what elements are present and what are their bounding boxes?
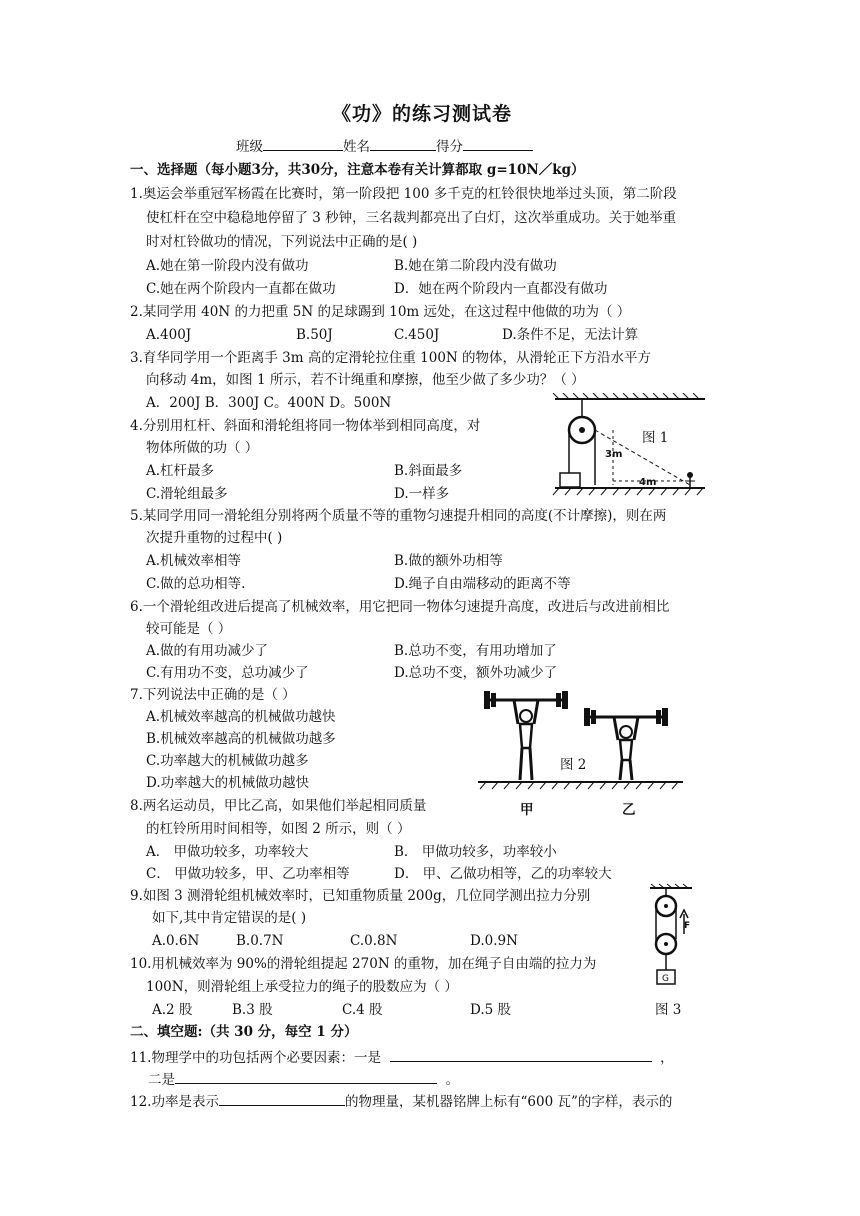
q5-option-c[interactable]: C.做的总功相等.: [146, 576, 246, 592]
q11-blank-1[interactable]: [390, 1046, 652, 1062]
figure-2-left-label: 甲: [520, 802, 534, 818]
q3-line1: 3.育华同学用一个距离手 3m 高的定滑轮拉住重 100N 的物体，从滑轮正下方沿水平方: [130, 350, 652, 366]
name-label: 姓名: [343, 139, 370, 155]
q2-option-b[interactable]: B.50J: [296, 327, 333, 343]
q6-option-c[interactable]: C.有用功不变，总功减少了: [146, 665, 309, 681]
q10-option-b[interactable]: B.3 股: [232, 1002, 273, 1018]
q7-option-a[interactable]: A.机械效率越高的机械做功越快: [146, 709, 336, 725]
figure-3-label: 图 3: [655, 1002, 682, 1018]
q9-line2: 如下,其中肯定错误的是( ): [152, 910, 307, 926]
q10-option-c[interactable]: C.4 股: [342, 1002, 383, 1018]
q4-option-c[interactable]: C.滑轮组最多: [146, 486, 228, 502]
q2-option-a[interactable]: A.400J: [146, 327, 192, 343]
q5-line2: 次提升重物的过程中( ): [146, 530, 283, 546]
q3-line2: 向移动 4m，如图 1 所示，若不计绳重和摩擦，他至少做了多少功？（ ）: [146, 372, 585, 388]
q11-prompt-1: 11.物理学中的功包括两个必要因素：一是: [130, 1050, 381, 1066]
figure-2-right-label: 乙: [622, 802, 636, 818]
fig3-force-label: F: [684, 921, 691, 931]
figure-2-weightlifters: [478, 688, 688, 800]
q9-option-d[interactable]: D.0.9N: [470, 933, 518, 949]
q10-line2: 100N，则滑轮组上承受拉力的绳子的股数应为（ ）: [146, 979, 458, 995]
q5-option-d[interactable]: D.绳子自由端移动的距离不等: [394, 576, 571, 592]
q8-line2: 的杠铃所用时间相等，如图 2 所示，则（ ）: [146, 821, 411, 837]
header-line: [236, 135, 533, 157]
q11-prompt-2: 二是: [148, 1072, 175, 1088]
q1-option-c[interactable]: C.她在两个阶段内一直都在做功: [146, 281, 336, 297]
class-blank[interactable]: [263, 135, 343, 151]
name-blank[interactable]: [370, 135, 436, 151]
q1-line1: 1.奥运会举重冠军杨霞在比赛时，第一阶段把 100 多千克的杠铃很快地举过头顶，第二阶段: [130, 186, 677, 202]
q1-option-d[interactable]: D．她在两个阶段内一直都没有做功: [394, 281, 608, 297]
q7-option-b[interactable]: B.机械效率越高的机械做功越多: [146, 731, 336, 747]
q8-option-c[interactable]: C． 甲做功较多，甲、乙功率相等: [146, 866, 350, 882]
q8-option-a[interactable]: A． 甲做功较多，功率较大: [146, 844, 309, 860]
page-title: 《功》的练习测试卷: [332, 103, 513, 125]
q1-line3: 时对杠铃做功的情况，下列说法中正确的是( ): [146, 234, 418, 250]
q11-line1: [130, 1046, 674, 1068]
fig1-height-label: 3m: [605, 449, 623, 460]
section1-heading: 一、选择题（每小题3分，共30分，注意本卷有关计算都取 g=10N／kg）: [130, 162, 585, 178]
score-blank[interactable]: [463, 135, 533, 151]
q2-line1: 2.某同学用 40N 的力把重 5N 的足球踢到 10m 远处，在这过程中他做的功为（ ）: [130, 304, 631, 320]
figure-1-label: 图 1: [642, 430, 669, 446]
q1-line2: 使杠杆在空中稳稳地停留了 3 秒钟，三名裁判都亮出了白灯，这次举重成功。关于她举重: [146, 210, 677, 226]
q8-line1: 8.两名运动员，甲比乙高，如果他们举起相同质量: [130, 798, 427, 814]
q5-option-a[interactable]: A.机械效率相等: [146, 553, 242, 569]
q1-option-a[interactable]: A.她在第一阶段内没有做功: [146, 258, 309, 274]
q2-option-d[interactable]: D.条件不足，无法计算: [502, 327, 639, 343]
q11-comma: ，: [660, 1050, 674, 1066]
q1-option-b[interactable]: B.她在第二阶段内没有做功: [394, 258, 557, 274]
q12-line1: [130, 1090, 672, 1112]
q4-line1: 4.分别用杠杆、斜面和滑轮组将同一物体举到相同高度，对: [130, 418, 481, 434]
q12-prompt-1: 12.功率是表示: [130, 1094, 219, 1110]
q12-prompt-2: 的物理量，某机器铭牌上标有“600 瓦”的字样，表示的: [344, 1094, 673, 1110]
q2-option-c[interactable]: C.450J: [394, 327, 440, 343]
q4-option-d[interactable]: D.一样多: [394, 486, 450, 502]
q9-line1: 9.如图 3 测滑轮组机械效率时，已知重物质量 200g，几位同学测出拉力分别: [130, 888, 591, 904]
figure-2-label: 图 2: [560, 757, 587, 773]
q4-option-a[interactable]: A.杠杆最多: [146, 463, 215, 479]
fig3-weight-label: G: [662, 974, 669, 984]
q9-option-a[interactable]: A.0.6N: [152, 933, 200, 949]
q11-period: 。: [445, 1072, 460, 1088]
q3-options[interactable]: A．200J B．300J C。400N D。500N: [146, 395, 392, 411]
q7-option-d[interactable]: D.功率越大的机械做功越快: [146, 775, 310, 791]
q5-option-b[interactable]: B.做的额外功相等: [394, 553, 503, 569]
q6-option-b[interactable]: B.总功不变，有用功增加了: [394, 643, 557, 659]
section2-heading: 二、填空题:（共 30 分，每空 1 分）: [130, 1024, 358, 1040]
q8-option-b[interactable]: B． 甲做功较多，功率较小: [394, 844, 557, 860]
class-label: 班级: [236, 139, 263, 155]
q12-blank-1[interactable]: [219, 1090, 345, 1106]
q7-line1: 7.下列说法中正确的是（ ）: [130, 687, 296, 703]
q6-option-d[interactable]: D.总功不变，额外功减少了: [394, 665, 558, 681]
q11-line2: [148, 1068, 459, 1090]
q9-option-b[interactable]: B.0.7N: [236, 933, 284, 949]
score-label: 得分: [436, 139, 463, 155]
q6-line1: 6.一个滑轮组改进后提高了机械效率，用它把同一物体匀速提升高度，改进后与改进前相比: [130, 599, 670, 615]
q5-line1: 5.某同学用同一滑轮组分别将两个质量不等的重物匀速提升相同的高度(不计摩擦)，则在两: [130, 508, 667, 524]
fig1-width-label: 4m: [639, 477, 657, 488]
q6-option-a[interactable]: A.做的有用功减少了: [146, 643, 269, 659]
q10-option-a[interactable]: A.2 股: [152, 1002, 193, 1018]
q10-line1: 10.用机械效率为 90%的滑轮组提起 270N 的重物，加在绳子自由端的拉力为: [130, 956, 597, 972]
q4-option-b[interactable]: B.斜面最多: [394, 463, 463, 479]
q8-option-d[interactable]: D． 甲、乙做功相等，乙的功率较大: [394, 866, 612, 882]
q10-option-d[interactable]: D.5 股: [470, 1002, 512, 1018]
q9-option-c[interactable]: C.0.8N: [350, 933, 398, 949]
figure-3-pulley-block: [648, 884, 698, 996]
q4-line2: 物体所做的功（ ）: [146, 440, 259, 456]
figure-1-pulley-diagram: [545, 393, 715, 498]
q7-option-c[interactable]: C.功率越大的机械做功越多: [146, 753, 309, 769]
q6-line2: 较可能是（ ）: [146, 621, 232, 637]
q11-blank-2[interactable]: [175, 1068, 437, 1084]
